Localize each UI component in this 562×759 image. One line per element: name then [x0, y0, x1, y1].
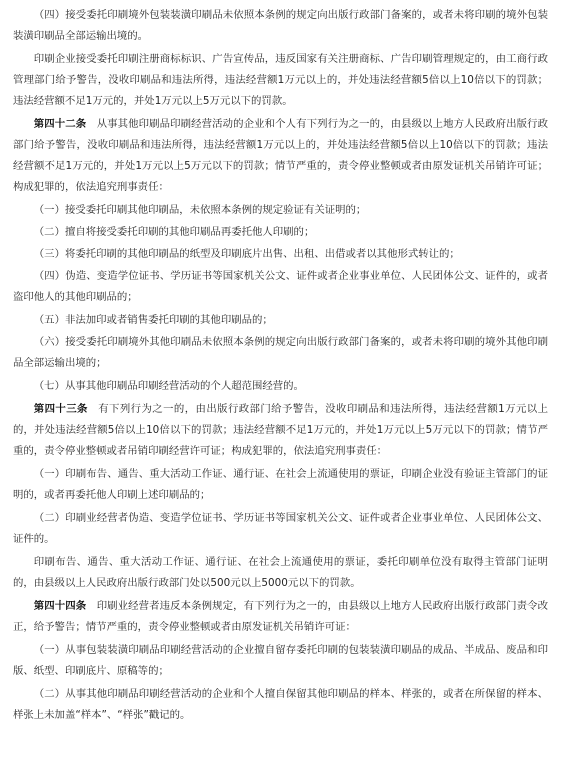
paragraph-text: （七）从事其他印刷品印刷经营活动的个人超范围经营的。	[33, 380, 304, 392]
paragraph-text: （二）擅自将接受委托印刷的其他印刷品再委托他人印刷的；	[33, 226, 315, 238]
paragraph-text: 从事其他印刷品印刷经营活动的企业和个人有下列行为之一的，由县级以上地方人民政府出版行政部门给予警告，没收印刷品和违法所得，违法经营额1万元以上的，并处违法经营额5倍以上10倍以下的罚款；违法经营额不足1万元的，并处1万元以上5万元以下的罚款；情节严重的，责令停业整顿或者由原发证机关吊销许可证；构成犯罪的，依法追究刑事责任：	[13, 118, 549, 193]
article-paragraph	[13, 114, 548, 198]
article-paragraph	[13, 399, 548, 462]
paragraph-text: （一）从事包装装潢印刷品印刷经营活动的企业擅自留存委托印刷的包装装潢印刷品的成品、半成品、废品和印版、纸型、印刷底片、原稿等的；	[13, 644, 548, 677]
list-item	[13, 244, 548, 265]
list-item	[13, 464, 548, 506]
paragraph-text: （三）将委托印刷的其他印刷品的纸型及印刷底片出售、出租、出借或者以其他形式转让的；	[33, 248, 460, 260]
paragraph-text: （五）非法加印或者销售委托印刷的其他印刷品的；	[33, 314, 273, 326]
list-item	[13, 200, 548, 221]
article-heading: 第四十四条	[33, 600, 87, 612]
paragraph	[13, 552, 548, 594]
paragraph-text: （四）接受委托印刷境外包装装潢印刷品未依照本条例的规定向出版行政部门备案的，或者未将印刷的境外包装装潢印刷品全部运输出境的。	[13, 9, 548, 42]
list-item	[13, 640, 548, 682]
list-item	[13, 310, 548, 331]
list-item	[13, 332, 548, 374]
list-item	[13, 376, 548, 397]
paragraph-text: （一）接受委托印刷其他印刷品，未依照本条例的规定验证有关证明的；	[33, 204, 367, 216]
paragraph-text: （四）伪造、变造学位证书、学历证书等国家机关公文、证件或者企业事业单位、人民团体公文、证件的，或者盗印他人的其他印刷品的；	[13, 270, 548, 303]
list-item	[13, 684, 548, 726]
article-heading: 第四十三条	[33, 403, 88, 415]
paragraph-text: 有下列行为之一的，由出版行政部门给予警告，没收印刷品和违法所得，违法经营额1万元以上的，并处违法经营额5倍以上10倍以下的罚款；违法经营额不足1万元的，并处1万元以上5万元以下的罚款；情节严重的，责令停业整顿或者吊销印刷经营许可证；构成犯罪的，依法追究刑事责任：	[13, 403, 549, 457]
paragraph-text: （二）印刷业经营者伪造、变造学位证书、学历证书等国家机关公文、证件或者企业事业单位、人民团体公文、证件的。	[13, 512, 548, 545]
list-item	[13, 222, 548, 243]
list-item	[13, 508, 548, 550]
paragraph-text: （一）印刷布告、通告、重大活动工作证、通行证、在社会上流通使用的票证，印刷企业没有验证主管部门的证明的，或者再委托他人印刷上述印刷品的；	[13, 468, 548, 501]
paragraph-text: 印刷业经营者违反本条例规定，有下列行为之一的，由县级以上地方人民政府出版行政部门责令改正，给予警告；情节严重的，责令停业整顿或者由原发证机关吊销许可证：	[13, 600, 549, 633]
article-heading: 第四十二条	[33, 118, 87, 130]
paragraph-text: （六）接受委托印刷境外其他印刷品未依照本条例的规定向出版行政部门备案的，或者未将印刷的境外其他印刷品全部运输出境的；	[13, 336, 548, 369]
paragraph	[13, 49, 548, 112]
paragraph-text: 印刷布告、通告、重大活动工作证、通行证、在社会上流通使用的票证，委托印刷单位没有取得主管部门证明的，由县级以上人民政府出版行政部门处以500元以上5000元以下的罚款。	[13, 556, 548, 589]
paragraph-text: 印刷企业接受委托印刷注册商标标识、广告宣传品，违反国家有关注册商标、广告印刷管理规定的，由工商行政管理部门给予警告，没收印刷品和违法所得，违法经营额1万元以上的，并处违法经营额5倍以上10倍以下的罚款；违法经营额不足1万元的，并处1万元以上5万元以下的罚款。	[13, 53, 548, 107]
article-paragraph	[13, 596, 548, 638]
paragraph	[13, 5, 548, 47]
paragraph-text: （二）从事其他印刷品印刷经营活动的企业和个人擅自保留其他印刷品的样本、样张的，或者在所保留的样本、样张上未加盖“样本”、“样张”戳记的。	[13, 688, 548, 721]
list-item	[13, 266, 548, 308]
